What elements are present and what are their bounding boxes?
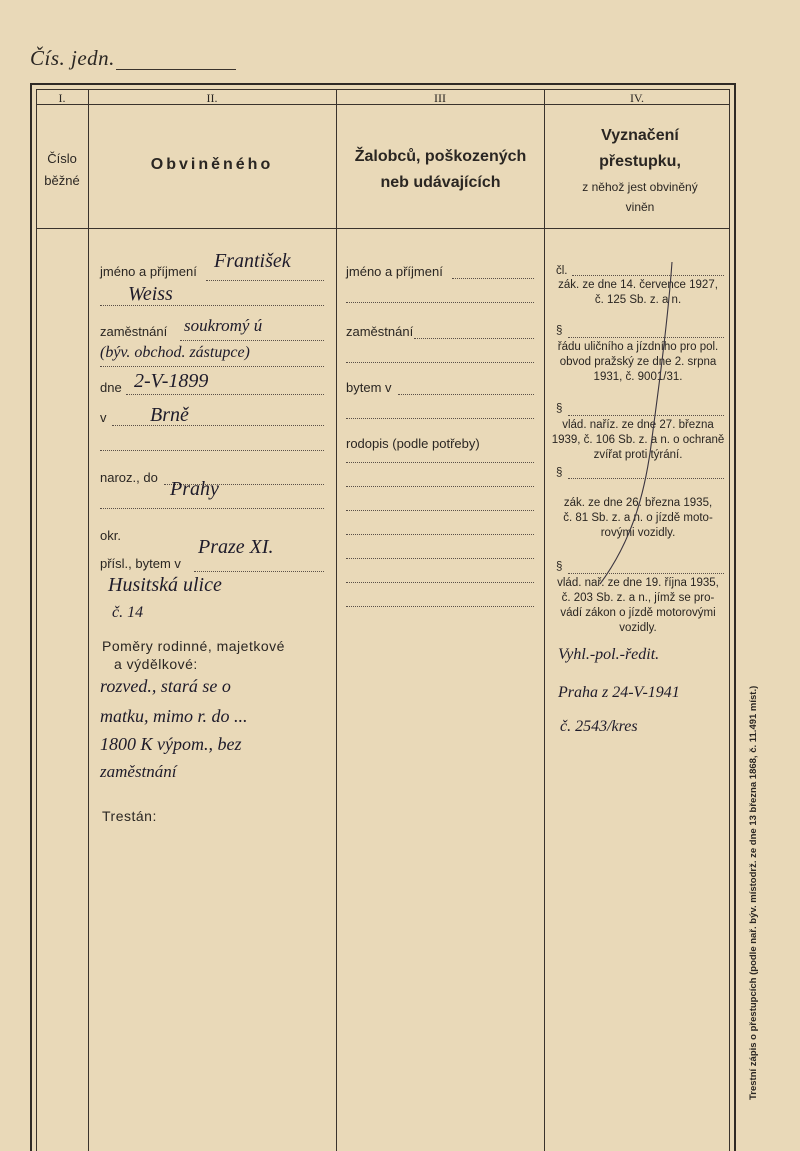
offence-4-text-3: rovými vozidly. xyxy=(600,527,676,539)
accused-born-handwritten: Prahy xyxy=(170,478,219,500)
accused-residence-handwritten: Praze XI. xyxy=(198,536,274,558)
offence-3-text-2: 1939, č. 106 Sb. z. a n. o ochraně xyxy=(551,434,725,446)
column-divider-3 xyxy=(544,89,545,1151)
header-vyznaceni-line1: Vyznačení xyxy=(601,127,679,144)
column-divider-1 xyxy=(88,89,89,1151)
accused-street-handwritten: Husitská ulice xyxy=(108,574,222,596)
offence-4-paragraph: § xyxy=(556,467,563,479)
header-zalobcu xyxy=(337,144,544,196)
complainant-rodopis-line-2 xyxy=(346,486,534,487)
accused-residence-label: přísl., bytem v xyxy=(100,556,181,571)
offence-1-text-2: č. 125 Sb. z. a n. xyxy=(594,294,682,306)
form-side-caption: Trestní zápis o přestupcích (podle nař. býv. místodrž. ze dne 13 března 1868, č. 11.491 míst.) xyxy=(748,685,759,1100)
header-bezne: běžné xyxy=(44,173,80,188)
accused-birthplace-handwritten: Brně xyxy=(150,404,189,426)
complainant-rodopis-line-1 xyxy=(346,462,534,463)
offence-5-paragraph: § xyxy=(556,561,563,573)
column-number-3: III xyxy=(434,91,446,105)
offence-2-paragraph: § xyxy=(556,325,563,337)
accused-born-line-2 xyxy=(100,508,324,509)
accused-family-handwritten-2: matku, mimo r. do ... xyxy=(100,706,248,726)
accused-date-label: dne xyxy=(100,380,122,395)
accused-firstname-handwritten: František xyxy=(214,250,291,272)
complainant-job-line-2 xyxy=(346,362,534,363)
pencil-strike-line xyxy=(590,258,680,588)
column-number-2: II. xyxy=(206,91,218,105)
offence-5-text-4: vozidly. xyxy=(619,622,657,634)
column-number-4: IV. xyxy=(629,91,645,105)
accused-family-handwritten-1: rozved., stará se o xyxy=(100,676,231,696)
offence-3-text-1: vlád. naříz. ze dne 27. března xyxy=(562,419,714,431)
complainant-name-line-2 xyxy=(346,302,534,303)
accused-job-label: zaměstnání xyxy=(100,324,168,339)
header-zalobcu-line2: neb udávajících xyxy=(380,174,501,191)
header-vyznaceni-sub1: z něhož jest obviněný xyxy=(582,180,698,194)
accused-job-handwritten-2: (býv. obchod. zástupce) xyxy=(100,344,250,361)
offence-4-text-1: zák. ze dne 26. března 1935, xyxy=(563,497,713,509)
cis-jedn-field xyxy=(116,69,236,70)
header-obvineneho: Obviněného xyxy=(150,156,274,173)
accused-residence-line xyxy=(194,571,324,572)
accused-place-line-2 xyxy=(100,450,324,451)
complainant-job-label: zaměstnání xyxy=(346,324,414,339)
offence-handwritten-1: Vyhl.-pol.-ředit. xyxy=(558,646,660,663)
header-vyznaceni xyxy=(545,123,735,175)
offence-5-text-2: č. 203 Sb. z. a n., jímž se pro- xyxy=(561,592,715,604)
offence-5-text-3: vádí zákon o jízdě motorovými xyxy=(560,607,716,619)
offence-handwritten-2: Praha z 24-V-1941 xyxy=(558,684,680,701)
accused-place-line xyxy=(112,425,324,426)
accused-job-line xyxy=(180,340,324,341)
accused-family-handwritten-4: zaměstnání xyxy=(100,762,177,781)
accused-job-handwritten: soukromý ú xyxy=(184,316,263,335)
header-vyznaceni-sub2: viněn xyxy=(625,200,655,214)
accused-punished-label: Trestán: xyxy=(102,808,157,824)
header-zalobcu-line1: Žalobců, poškozených xyxy=(354,148,527,165)
complainant-residence-label: bytem v xyxy=(346,380,392,395)
offence-1-article: čl. xyxy=(556,265,568,277)
complainant-rodopis-label: rodopis (podle potřeby) xyxy=(346,436,480,451)
accused-family-handwritten-3: 1800 K výpom., bez xyxy=(100,734,242,754)
accused-house-number-handwritten: č. 14 xyxy=(112,604,144,621)
accused-name-label: jméno a příjmení xyxy=(100,264,197,279)
offence-1-text-1: zák. ze dne 14. července 1927, xyxy=(558,279,718,291)
accused-family-label-1: Poměry rodinné, majetkové xyxy=(102,638,285,654)
accused-district-label: okr. xyxy=(100,528,121,543)
accused-birthdate-handwritten: 2-V-1899 xyxy=(134,370,209,392)
accused-surname-handwritten: Weiss xyxy=(128,283,173,305)
complainant-residence-line xyxy=(398,394,534,395)
offence-5-text-1: vlád. nař. ze dne 19. října 1935, xyxy=(557,577,719,589)
header-vyznaceni-sub xyxy=(555,177,725,217)
offence-2-text-2: obvod pražský ze dne 2. srpna xyxy=(559,356,717,368)
complainant-job-line xyxy=(414,338,534,339)
complainant-rodopis-line-7 xyxy=(346,606,534,607)
accused-born-label: naroz., do xyxy=(100,470,158,485)
complainant-rodopis-line-4 xyxy=(346,534,534,535)
offence-4-text-2: č. 81 Sb. z. a n. o jízdě moto- xyxy=(563,512,713,524)
offence-3-text-3: zvířat proti týrání. xyxy=(593,449,683,461)
offence-2-text-1: řádu uličního a jízdního pro pol. xyxy=(557,341,719,353)
accused-date-line xyxy=(126,394,324,395)
complainant-rodopis-line-5 xyxy=(346,558,534,559)
accused-job-line-2 xyxy=(100,366,324,367)
offence-2-text-3: 1931, č. 9001/31. xyxy=(593,371,683,383)
header-vyznaceni-line2: přestupku, xyxy=(599,153,681,170)
accused-place-label: v xyxy=(100,410,107,425)
column-divider-2 xyxy=(336,89,337,1151)
complainant-rodopis-line-6 xyxy=(346,582,534,583)
complainant-name-label: jméno a příjmení xyxy=(346,264,443,279)
header-row-divider xyxy=(36,228,730,229)
accused-name-line xyxy=(206,280,324,281)
header-cislo: Číslo xyxy=(47,151,77,166)
offence-3-paragraph: § xyxy=(556,403,563,415)
complainant-residence-line-2 xyxy=(346,418,534,419)
column-number-1: I. xyxy=(58,91,66,105)
complainant-name-line xyxy=(452,278,534,279)
complainant-rodopis-line-3 xyxy=(346,510,534,511)
accused-family-label-2: a výdělkové: xyxy=(114,656,198,672)
offence-handwritten-3: č. 2543/kres xyxy=(560,718,638,735)
cis-jedn-label: Čís. jedn. xyxy=(30,46,115,70)
header-cislo-bezne xyxy=(36,148,88,192)
